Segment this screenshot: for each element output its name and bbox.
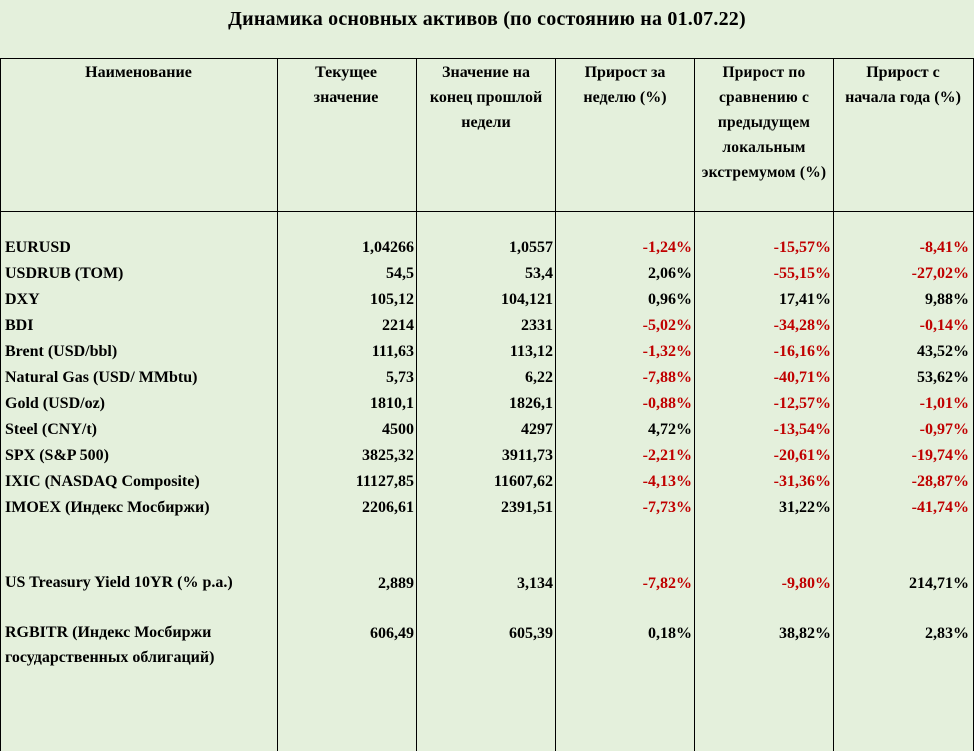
row-name: BDI xyxy=(5,317,34,334)
cell-ytd-change: -0,97% xyxy=(919,421,969,438)
cell-prev-week: 4297 xyxy=(521,421,553,438)
cell-current: 2214 xyxy=(382,317,414,334)
cell-ytd-change: 53,62% xyxy=(917,369,969,386)
col-border-4 xyxy=(694,58,695,751)
col-border-2 xyxy=(416,58,417,751)
header-week-change: Прирост за неделю (%) xyxy=(583,64,667,106)
cell-week-change: -1,32% xyxy=(642,343,692,360)
cell-prev-week: 1826,1 xyxy=(509,395,553,412)
cell-extremum-change: -20,61% xyxy=(773,447,831,464)
cell-ytd-change: -8,41% xyxy=(919,239,969,256)
col-border-1 xyxy=(277,58,278,751)
assets-table xyxy=(0,58,974,751)
cell-prev-week: 2391,51 xyxy=(501,499,553,516)
cell-current: 111,63 xyxy=(371,343,414,360)
header-current: Текущее значение xyxy=(313,64,379,106)
header-ytd-change: Прирост с начала года (%) xyxy=(845,64,961,106)
col-border-5 xyxy=(833,58,834,751)
cell-current: 3825,32 xyxy=(362,447,414,464)
col-border-3 xyxy=(555,58,556,751)
cell-extremum-change: -9,80% xyxy=(781,575,831,592)
row-name: IMOEX (Индекс Мосбиржи) xyxy=(5,499,210,516)
cell-current: 54,5 xyxy=(386,265,414,282)
cell-ytd-change: -1,01% xyxy=(919,395,969,412)
cell-week-change: -0,88% xyxy=(642,395,692,412)
header-prev-week: Значение на конец прошлой недели xyxy=(429,64,543,131)
row-name: Steel (CNY/t) xyxy=(5,421,97,438)
cell-extremum-change: -15,57% xyxy=(773,239,831,256)
cell-ytd-change: 43,52% xyxy=(917,343,969,360)
cell-week-change: -1,24% xyxy=(642,239,692,256)
cell-ytd-change: -41,74% xyxy=(911,499,969,516)
row-name: US Treasury Yield 10YR (% p.a.) xyxy=(5,574,233,591)
cell-prev-week: 605,39 xyxy=(509,625,553,642)
cell-extremum-change: -55,15% xyxy=(773,265,831,282)
cell-week-change: -4,13% xyxy=(642,473,692,490)
cell-ytd-change: -19,74% xyxy=(911,447,969,464)
cell-week-change: -7,82% xyxy=(642,575,692,592)
row-name: EURUSD xyxy=(5,239,71,256)
row-name: Gold (USD/oz) xyxy=(5,395,105,412)
cell-prev-week: 11607,62 xyxy=(493,473,553,490)
cell-current: 4500 xyxy=(382,421,414,438)
cell-current: 5,73 xyxy=(386,369,414,386)
cell-week-change: 4,72% xyxy=(648,421,692,438)
cell-current: 606,49 xyxy=(370,625,414,642)
row-name: Brent (USD/bbl) xyxy=(5,343,118,360)
cell-prev-week: 1,0557 xyxy=(509,239,553,256)
cell-week-change: 0,96% xyxy=(648,291,692,308)
cell-extremum-change: -12,57% xyxy=(773,395,831,412)
row-name: DXY xyxy=(5,291,40,308)
cell-current: 2,889 xyxy=(378,575,414,592)
cell-extremum-change: -40,71% xyxy=(773,369,831,386)
cell-current: 1,04266 xyxy=(362,239,414,256)
cell-prev-week: 6,22 xyxy=(525,369,553,386)
cell-current: 2206,61 xyxy=(362,499,414,516)
cell-extremum-change: -34,28% xyxy=(773,317,831,334)
table-top-border xyxy=(0,58,974,59)
row-name: IXIC (NASDAQ Composite) xyxy=(5,473,200,490)
cell-current: 11127,85 xyxy=(355,473,414,490)
cell-prev-week: 3,134 xyxy=(517,575,553,592)
cell-extremum-change: -13,54% xyxy=(773,421,831,438)
cell-prev-week: 104,121 xyxy=(501,291,553,308)
cell-extremum-change: 17,41% xyxy=(779,291,831,308)
row-name: USDRUB (TOM) xyxy=(5,265,124,282)
cell-ytd-change: 9,88% xyxy=(925,291,969,308)
page-title: Динамика основных активов (по состоянию на 01.07.22) xyxy=(228,8,746,30)
cell-current: 105,12 xyxy=(370,291,414,308)
cell-prev-week: 2331 xyxy=(521,317,553,334)
cell-ytd-change: 2,83% xyxy=(925,625,969,642)
cell-prev-week: 3911,73 xyxy=(501,447,553,464)
row-name: RGBITR (Индекс Мосбиржи государственных облигаций) xyxy=(5,624,215,666)
cell-week-change: 0,18% xyxy=(648,625,692,642)
cell-ytd-change: -0,14% xyxy=(919,317,969,334)
cell-week-change: 2,06% xyxy=(648,265,692,282)
cell-prev-week: 53,4 xyxy=(525,265,553,282)
col-border-0 xyxy=(0,58,1,751)
cell-extremum-change: 38,82% xyxy=(779,625,831,642)
cell-extremum-change: -16,16% xyxy=(773,343,831,360)
cell-extremum-change: -31,36% xyxy=(773,473,831,490)
cell-ytd-change: 214,71% xyxy=(909,575,969,592)
cell-current: 1810,1 xyxy=(370,395,414,412)
cell-week-change: -5,02% xyxy=(642,317,692,334)
header-bottom-border xyxy=(0,211,974,212)
cell-prev-week: 113,12 xyxy=(509,343,553,360)
cell-week-change: -2,21% xyxy=(642,447,692,464)
cell-week-change: -7,88% xyxy=(642,369,692,386)
cell-ytd-change: -28,87% xyxy=(911,473,969,490)
cell-ytd-change: -27,02% xyxy=(911,265,969,282)
header-extremum-change: Прирост по сравнению с предыдущем локальным экстремумом (%) xyxy=(701,64,827,181)
row-name: Natural Gas (USD/ MMbtu) xyxy=(5,369,198,386)
cell-week-change: -7,73% xyxy=(642,499,692,516)
header-name: Наименование xyxy=(85,64,192,81)
cell-extremum-change: 31,22% xyxy=(779,499,831,516)
row-name: SPX (S&P 500) xyxy=(5,447,109,464)
